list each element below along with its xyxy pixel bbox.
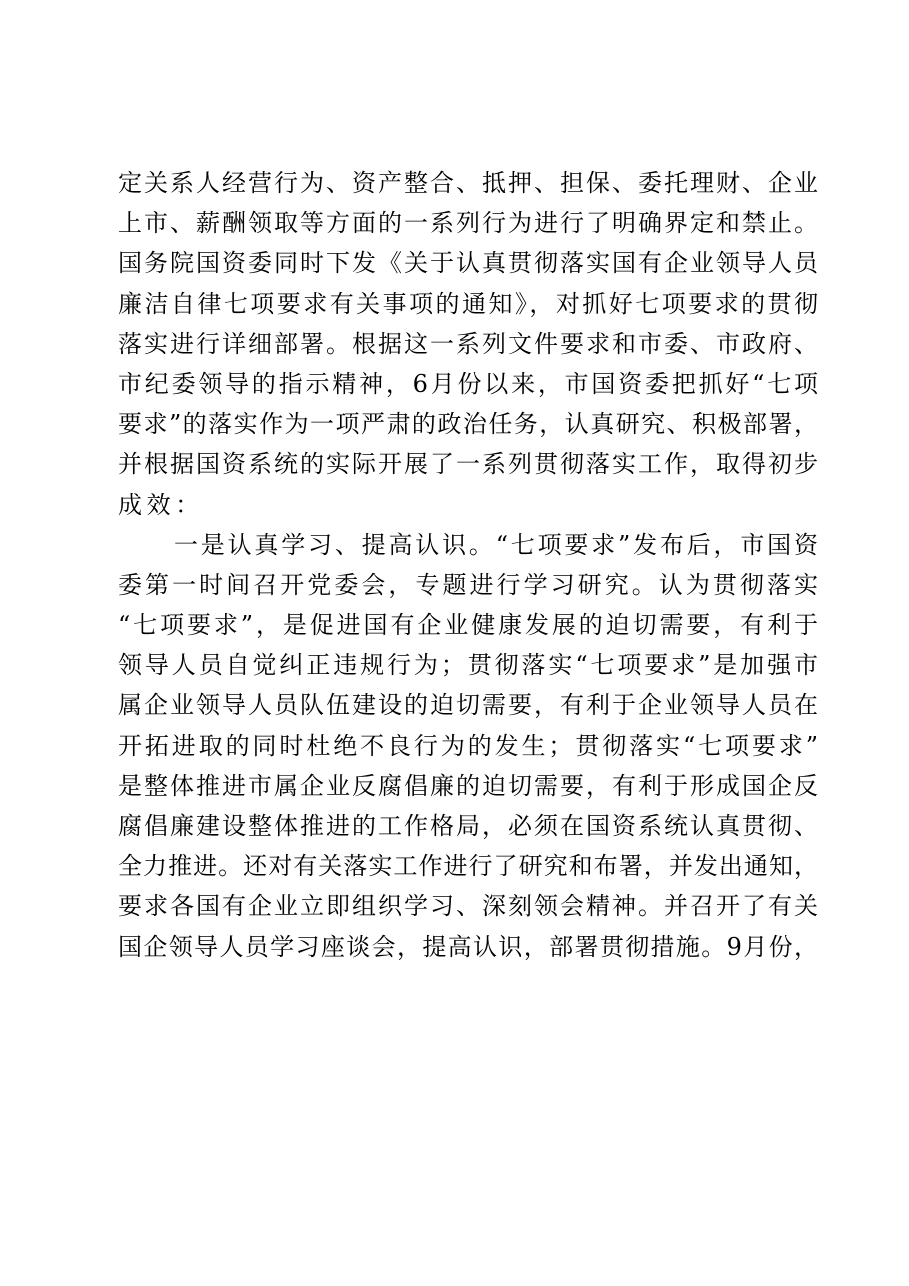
body-text [118, 163, 818, 967]
text-line: 国企领导人员学习座谈会，提高认识，部署贯彻措施。9月份， [118, 932, 818, 961]
text-line: 廉洁自律七项要求有关事项的通知》，对抓好七项要求的贯彻 [118, 289, 818, 318]
text-line: 落实进行详细部署。根据这一系列文件要求和市委、市政府、 [118, 329, 818, 358]
text-line: 市纪委领导的指示精神，6月份以来，市国资委把抓好“七项 [118, 369, 818, 398]
text-line: 领导人员自觉纠正违规行为；贯彻落实“七项要求”是加强市 [118, 651, 818, 680]
text-line: 全力推进。还对有关落实工作进行了研究和布署，并发出通知， [118, 852, 818, 881]
paragraph-first-line: 一是认真学习、提高认识。“七项要求”发布后，市国资 [174, 530, 818, 559]
text-line: 属企业领导人员队伍建设的迫切需要，有利于企业领导人员在 [118, 691, 818, 720]
text-line: 国务院国资委同时下发《关于认真贯彻落实国有企业领导人员 [118, 249, 818, 278]
text-line: 并根据国资系统的实际开展了一系列贯彻落实工作，取得初步 [118, 450, 818, 479]
text-line: 定关系人经营行为、资产整合、抵押、担保、委托理财、企业 [118, 169, 818, 197]
text-line: 腐倡廉建设整体推进的工作格局，必须在国资系统认真贯彻、 [118, 812, 818, 840]
text-line: 开拓进取的同时杜绝不良行为的发生；贯彻落实“七项要求” [118, 731, 818, 760]
text-line: 成效： [118, 490, 204, 519]
text-line: 是整体推进市属企业反腐倡廉的迫切需要，有利于形成国企反 [118, 771, 818, 800]
text-line: “七项要求”，是促进国有企业健康发展的迫切需要，有利于 [118, 611, 818, 640]
text-line: 上市、薪酬领取等方面的一系列行为进行了明确界定和禁止。 [118, 209, 818, 238]
text-line: 要求”的落实作为一项严肃的政治任务，认真研究、积极部署， [118, 410, 818, 439]
text-line: 委第一时间召开党委会，专题进行学习研究。认为贯彻落实 [118, 570, 818, 599]
text-line: 要求各国有企业立即组织学习、深刻领会精神。并召开了有关 [118, 892, 818, 921]
